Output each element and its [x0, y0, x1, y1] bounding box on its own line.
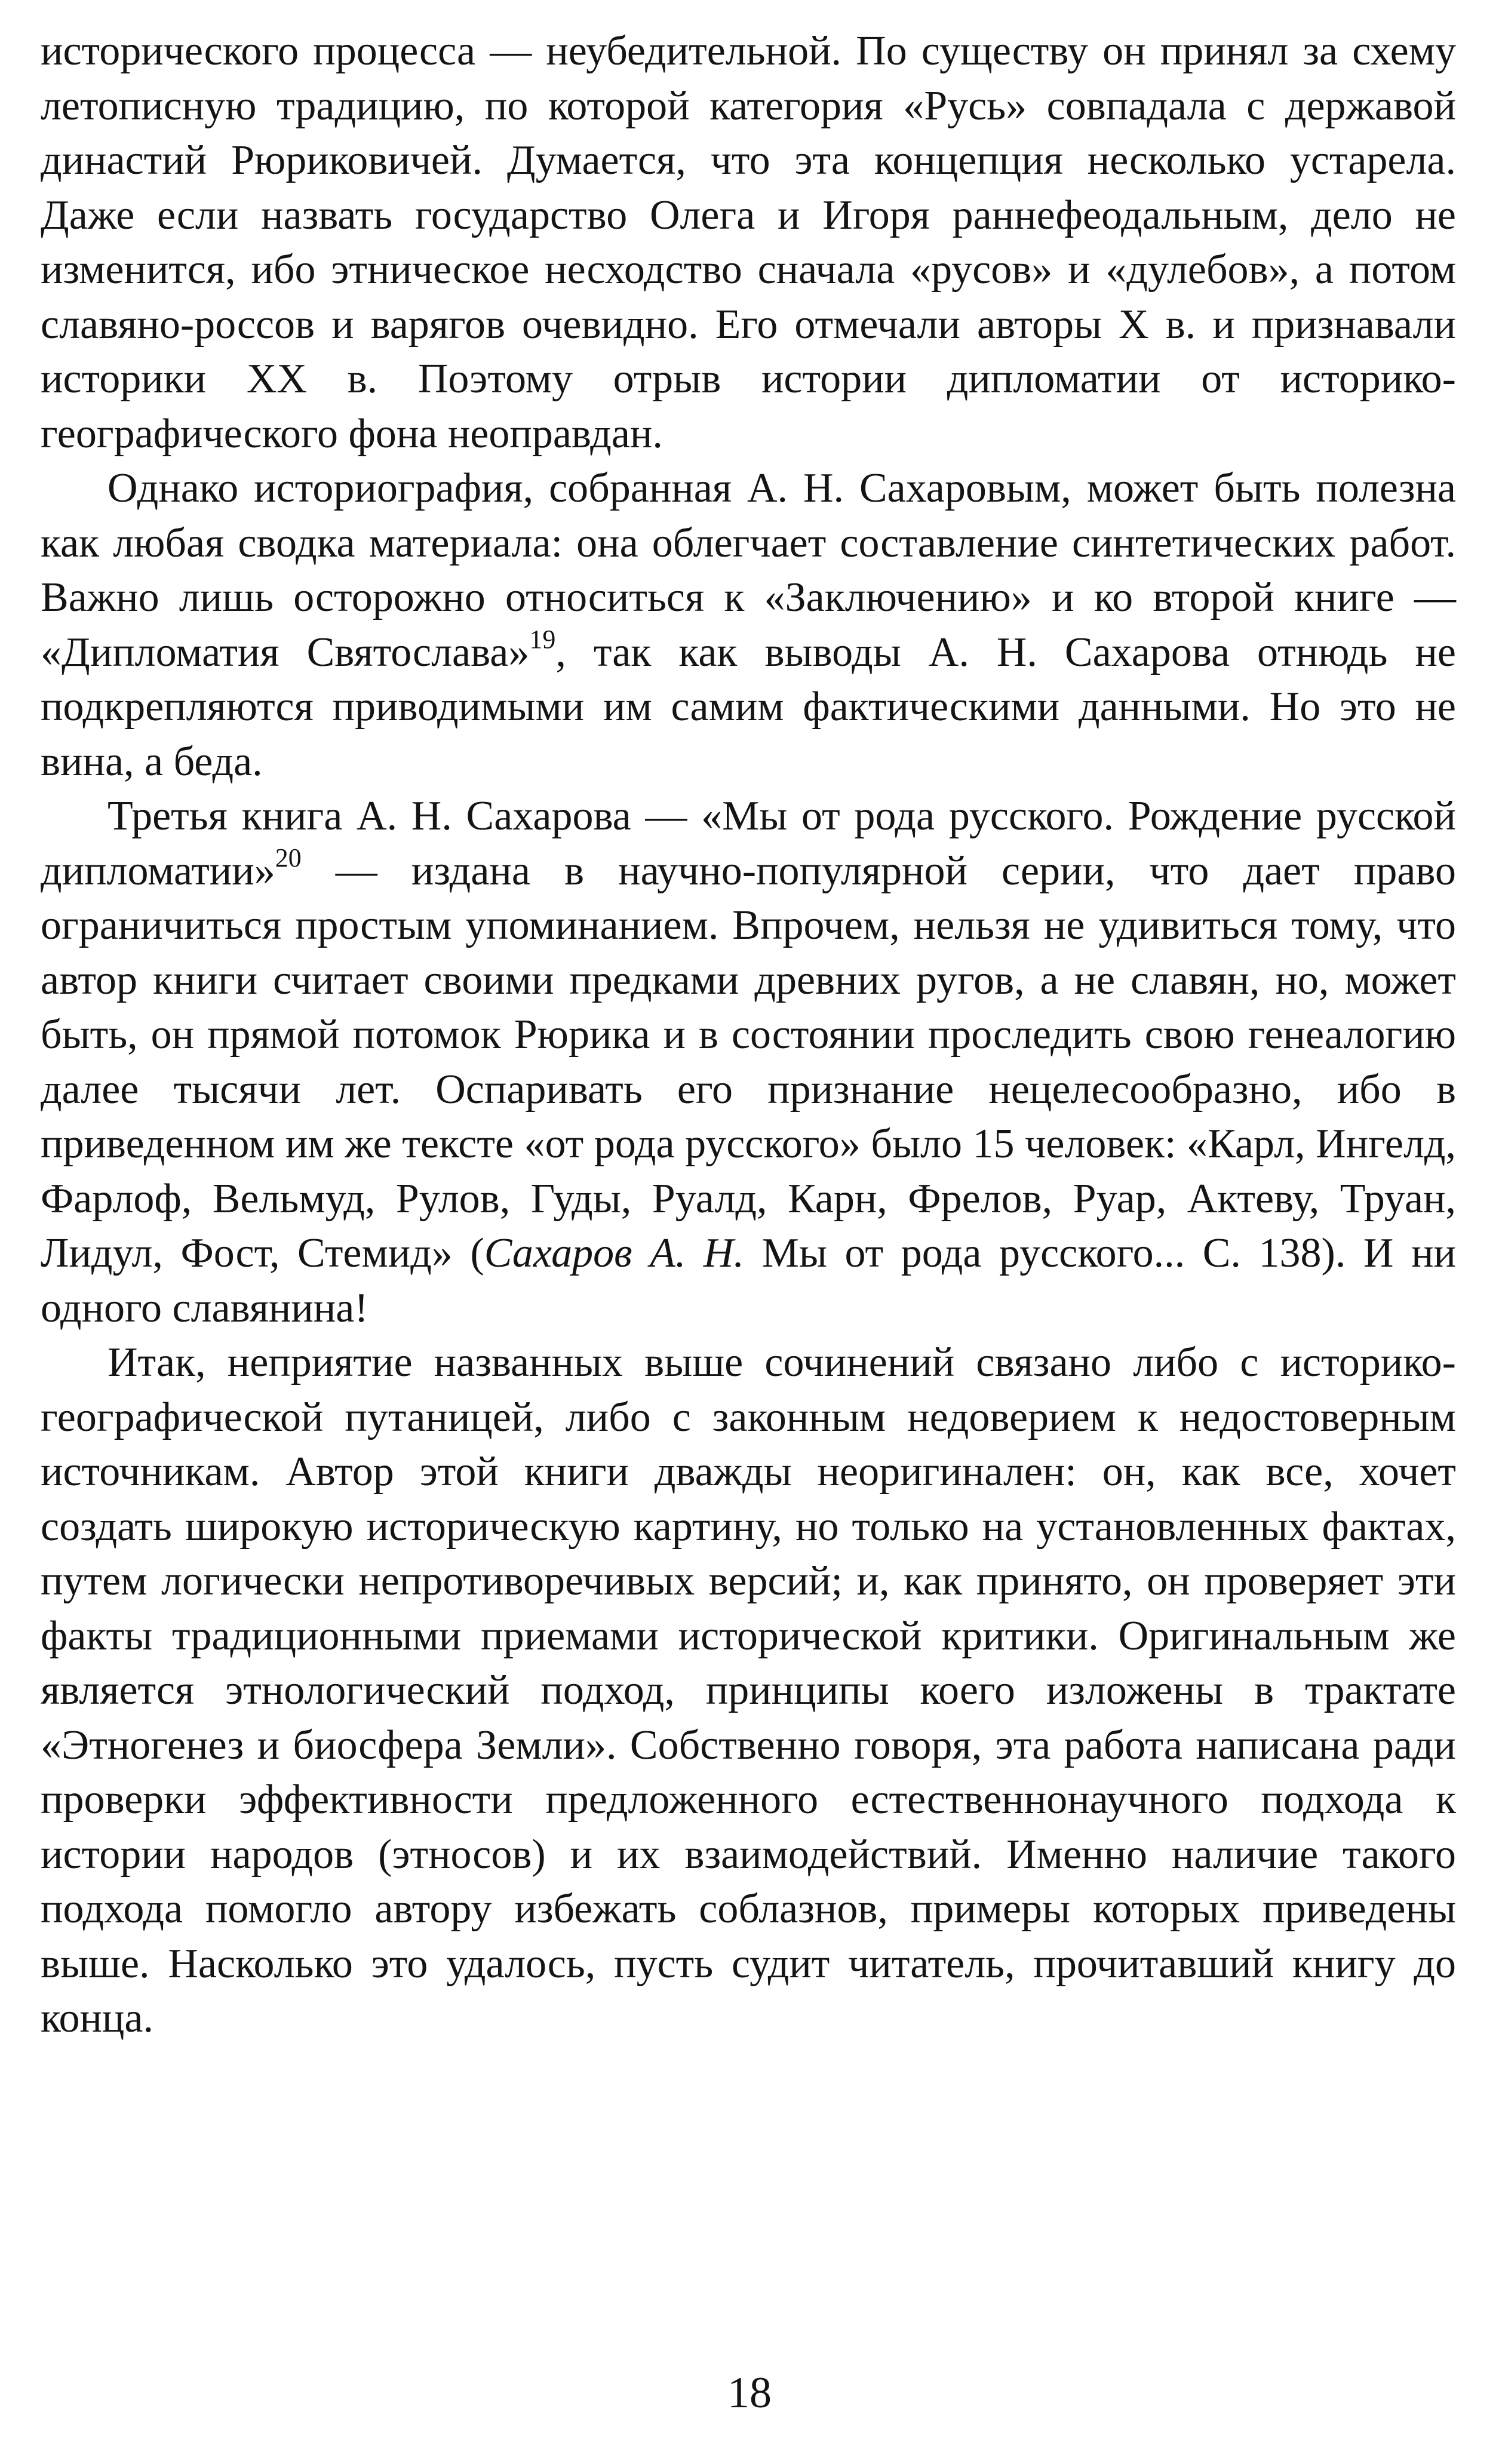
footnote-ref: 20 — [275, 843, 302, 872]
text-segment: — издана в научно-популярной серии, что дает право ограничиться простым упоминанием. Впрочем, нельзя не удивиться тому, что автор книги считает своими предками древних ругов, а не славян, но, может быть, он прямой потомок Рюрика и в состоянии проследить свою генеалогию далее тысячи лет. Оспаривать его признание нецелесообразно, ибо в приведенном им же тексте «от рода русского» было 15 человек: «Карл, Ингелд, Фарлоф, Вельмуд, Рулов, Гуды, Руалд, Карн, Фрелов, Руар, Актеву, Труан, Лидул, Фост, Стемид» ( — [41, 847, 1456, 1276]
text-segment: Итак, неприятие названных выше сочинений связано либо с историко-географической путаницей, либо с законным недоверием к недостоверным источникам. Автор этой книги дважды неоригинален: он, как все, хочет создать широкую историческую картину, но только на установленных фактах, путем логически непротиворечивых версий; и, как принято, он проверяет эти факты традиционными приемами исторической критики. Оригинальным же является этнологический подход, принципы коего изложены в трактате «Этногенез и биосфера Земли». Собственно говоря, эта работа написана ради проверки эффективности предложенного естественнонаучного подхода к истории народов (этносов) и их взаимодействий. Именно наличие такого подхода помогло автору избежать соблазнов, примеры которых приведены выше. Насколько это удалось, пусть судит читатель, прочитавший книгу до конца. — [41, 1339, 1456, 2041]
text-segment: , так как выводы А. Н. Сахарова отнюдь не подкрепляются приводимыми им самим фактическими данными. Но это не вина, а беда. — [41, 629, 1457, 785]
page-number: 18 — [727, 2368, 772, 2417]
text-segment: Третья книга А. Н. Сахарова — «Мы от рода русского. Рождение русской дипломатии» — [41, 793, 1456, 894]
paragraph — [41, 24, 1456, 461]
citation-author: Сахаров А. Н. — [484, 1230, 744, 1276]
footnote-ref: 19 — [529, 624, 556, 654]
paragraph — [41, 1335, 1456, 2046]
paragraph — [41, 461, 1456, 789]
text-segment: Однако историография, собранная А. Н. Сахаровым, может быть полезна как любая сводка материала: она облегчает составление синтетических работ. Важно лишь осторожно относиться к «Заключению» и ко второй книге — «Дипломатия Святослава» — [41, 465, 1456, 675]
text-segment: Мы от рода русского... С. 138). И ни одного славянина! — [41, 1230, 1456, 1331]
text-segment: исторического процесса — неубедительной. По существу он принял за схему летописную традицию, по которой категория «Русь» совпадала с державой династий Рюриковичей. Думается, что эта концепция несколько устарела. Даже если назвать государство Олега и Игоря раннефеодальным, дело не изменится, ибо этническое несходство сначала «русов» и «дулебов», а потом славяно-россов и варягов очевидно. Его отмечали авторы X в. и признавали историки XX в. Поэтому отрыв истории дипломатии от историко-географического фона неоправдан. — [41, 28, 1456, 457]
body-text — [41, 24, 1456, 2046]
paragraph — [41, 789, 1456, 1335]
